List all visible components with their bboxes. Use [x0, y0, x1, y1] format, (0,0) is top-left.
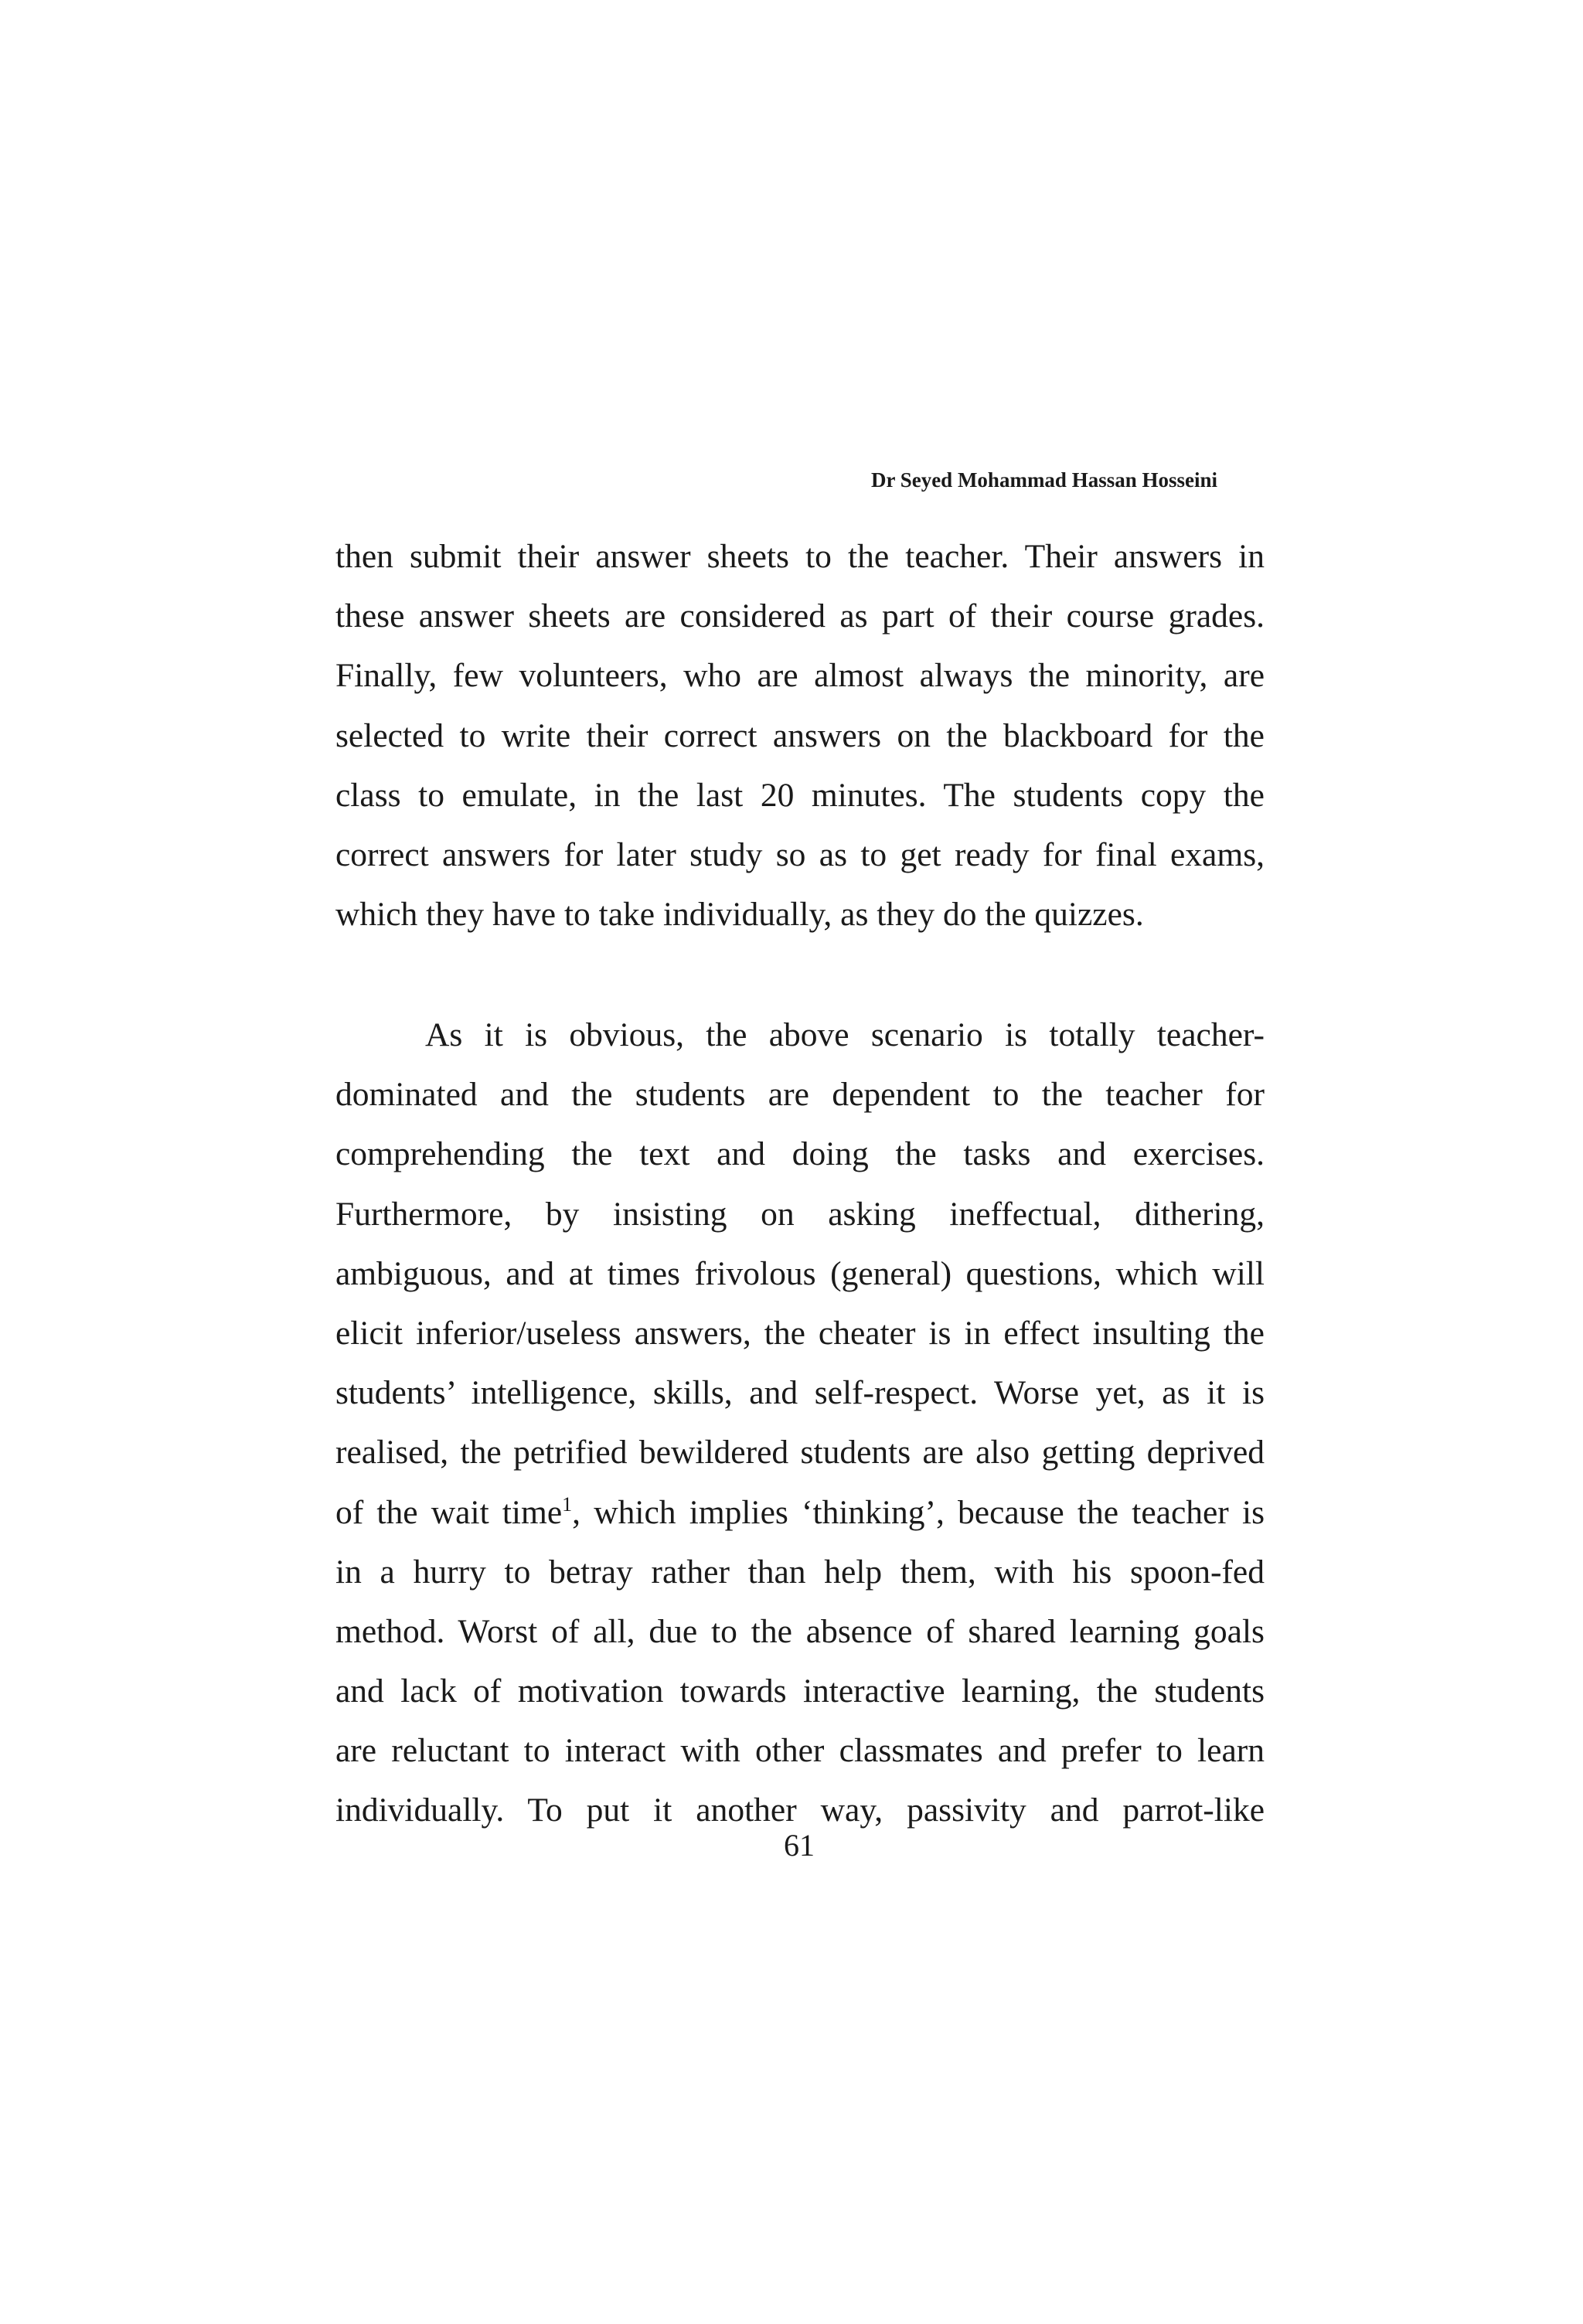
text-line: class to emulate, in the last 20 minutes. The students copy the — [335, 776, 1265, 814]
text-line: As it is obvious, the above scenario is totally teacher- — [425, 1016, 1265, 1053]
text-line-with-footnote — [335, 1483, 1265, 1543]
text-line: then submit their answer sheets to the teacher. Their answers in — [335, 538, 1265, 575]
line-segment: of the wait time — [335, 1493, 563, 1531]
paragraph-1 — [335, 527, 1265, 944]
text-line: individually. To put it another way, passivity and parrot-like — [335, 1791, 1265, 1829]
text-line: are reluctant to interact with other classmates and prefer to learn — [335, 1732, 1265, 1770]
text-line: which they have to take individually, as they do the quizzes. — [335, 896, 1144, 934]
text-line: and lack of motivation towards interactive learning, the students — [335, 1672, 1265, 1710]
text-line: selected to write their correct answers on the blackboard for the — [335, 716, 1265, 754]
text-line: these answer sheets are considered as part of their course grades. — [335, 597, 1265, 635]
footnote-marker[interactable]: 1 — [562, 1493, 573, 1516]
text-line: dominated and the students are dependent to the teacher for — [335, 1076, 1265, 1114]
text-line: ambiguous, and at times frivolous (general) questions, which will — [335, 1254, 1265, 1292]
text-line: correct answers for later study so as to get ready for final exams, — [335, 835, 1265, 873]
text-line: elicit inferior/useless answers, the cheater is in effect insulting the — [335, 1314, 1265, 1352]
text-line: method. Worst of all, due to the absence of shared learning goals — [335, 1612, 1265, 1650]
text-line: comprehending the text and doing the tasks and exercises. — [335, 1135, 1265, 1173]
paragraph-2 — [335, 1005, 1265, 1841]
text-line: in a hurry to betray rather than help them, with his spoon-fed — [335, 1553, 1265, 1591]
text-line: students’ intelligence, skills, and self-respect. Worse yet, as it is — [335, 1374, 1265, 1412]
text-line: realised, the petrified bewildered students are also getting deprived — [335, 1434, 1265, 1472]
page-number: 61 — [784, 1828, 815, 1863]
text-line: Finally, few volunteers, who are almost always the minority, are — [335, 657, 1265, 695]
line-segment: , which implies ‘thinking’, because the teacher is — [572, 1493, 1265, 1531]
text-line: Furthermore, by insisting on asking ineffectual, dithering, — [335, 1195, 1265, 1233]
running-header: Dr Seyed Mohammad Hassan Hosseini — [870, 468, 1217, 492]
